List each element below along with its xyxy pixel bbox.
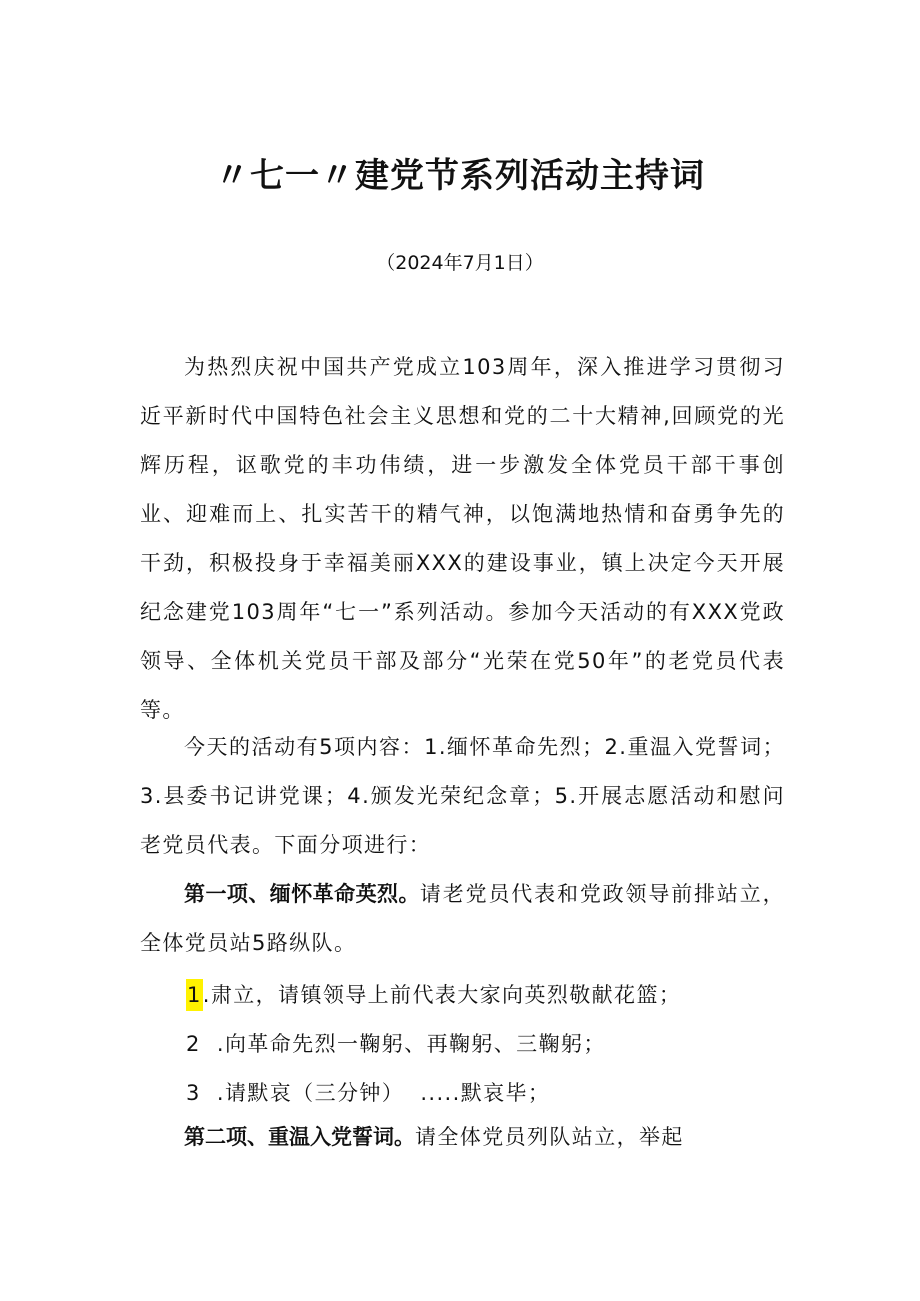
item2-heading: 第二项、重温入党誓词。 [184,1125,415,1149]
step-3: 3 .请默哀（三分钟） .....默哀毕； [186,1081,551,1105]
step-1-text: .肃立，请镇领导上前代表大家向英烈敬献花篮； [202,983,682,1007]
agenda-paragraph: 今天的活动有5项内容：1.缅怀革命先烈；2.重温入党誓词；3.县委书记讲党课；4.颁发光荣纪念章；5.开展志愿活动和慰问老党员代表。下面分项进行： [140,735,785,857]
step-1 [186,980,681,1010]
step-2: 2 .向革命先烈一鞠躬、再鞠躬、三鞠躬； [186,1032,606,1056]
item1-heading: 第一项、缅怀革命英烈。 [184,882,420,906]
item2-paragraph [140,1113,785,1162]
document-title: 〃七一〃建党节系列活动主持词 [215,156,705,196]
document-date: （2024年7月1日） [376,252,544,274]
intro-paragraph: 为热烈庆祝中国共产党成立103周年，深入推进学习贯彻习近平新时代中国特色社会主义思想和党的二十大精神,回顾党的光辉历程，讴歌党的丰功伟绩，进一步激发全体党员干部干事创业、迎难而上、扎实苦干的精气神，以饱满地热情和奋勇争先的干劲，积极投身于幸福美丽XXX的建设事业，镇上决定今天开展纪念建党103周年“七一”系列活动。参加今天活动的有XXX党政领导、全体机关党员干部及部分“光荣在党50年”的老党员代表等。 [140,355,785,722]
highlighted-step-number: 1 [186,979,203,1011]
item1-text: 请老党员代表和党政领导前排站立，全体党员站5路纵队。 [140,882,785,955]
item1-paragraph [140,870,785,968]
item2-text: 请全体党员列队站立，举起 [415,1125,684,1149]
